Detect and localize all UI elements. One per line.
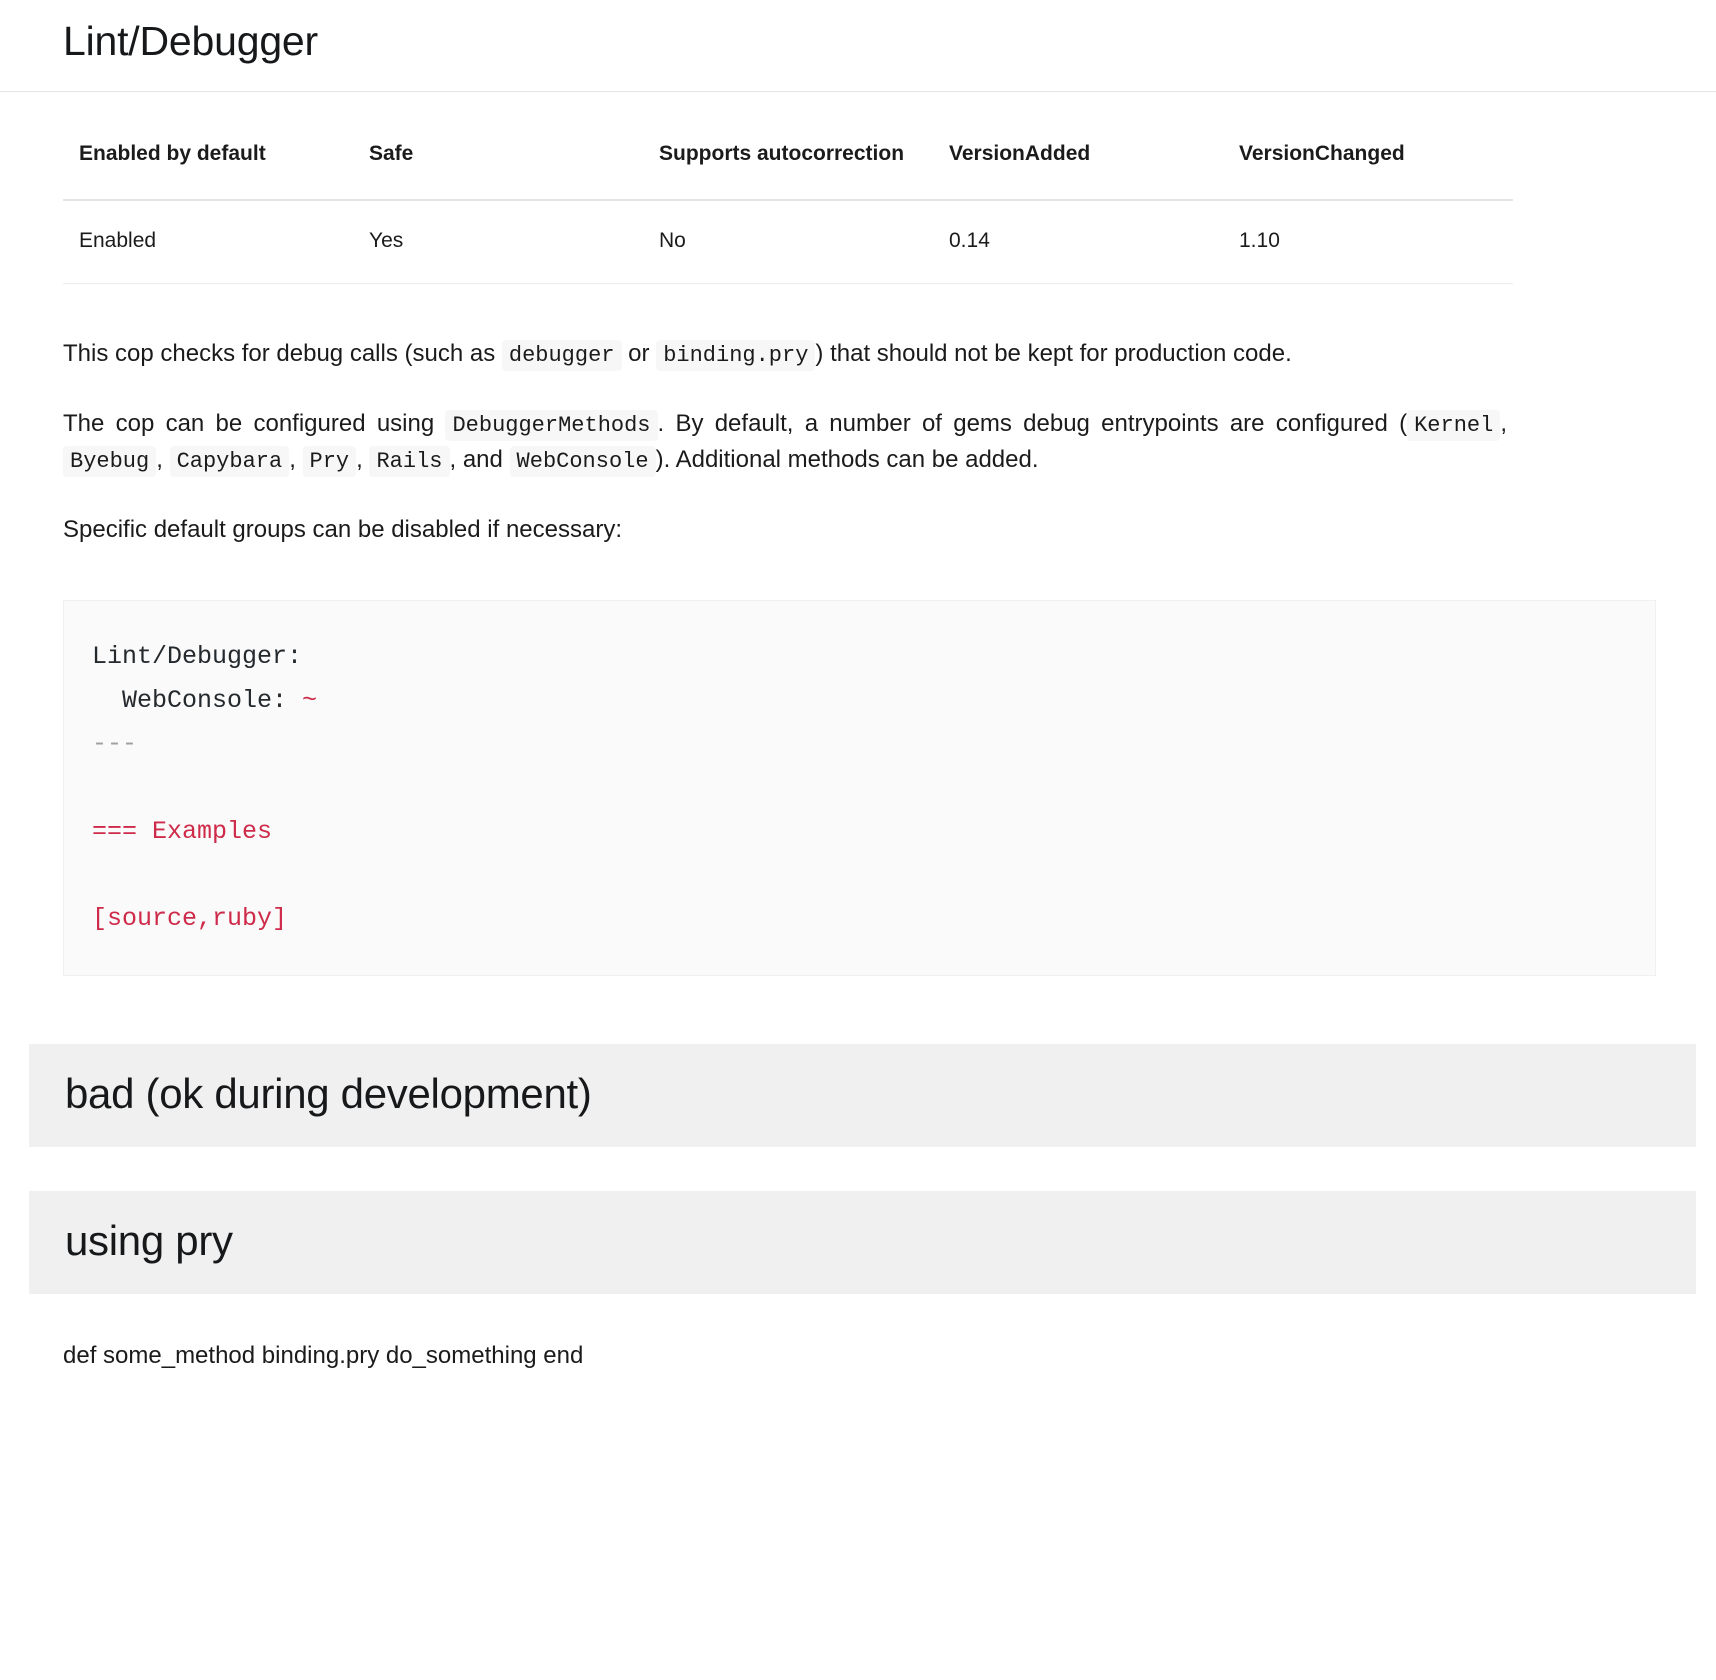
paragraph-2-text-a: The cop can be configured using [63,409,446,437]
banner-bad-title: bad (ok during development) [65,1070,592,1118]
banner-bad-example [29,1044,1696,1147]
inline-code-rails: Rails [369,446,449,477]
paragraph-2-sep-1: , [1500,409,1507,437]
example-code-line: def some_method binding.pry do_something end [63,1342,584,1370]
code-line-source-ruby: [source,ruby] [92,904,288,934]
spec-table-head [63,132,1513,200]
paragraph-2-sep-3: , [289,446,303,474]
inline-code-capybara: Capybara [170,446,290,477]
inline-code-debugger: debugger [502,340,622,371]
code-token-tilde: ~ [302,685,318,715]
paragraph-2-text-c: ). Additional methods can be added. [655,446,1039,474]
paragraph-2-sep-4: , [356,446,370,474]
code-content [92,635,1655,941]
paragraph-2-sep-5: , and [449,446,510,474]
header-version-changed: VersionChanged [1223,132,1513,200]
cell-safe: Yes [353,200,643,284]
cell-supports-autocorrection: No [643,200,933,284]
page-title: Lint/Debugger [0,0,1716,92]
inline-code-kernel: Kernel [1407,410,1500,441]
cell-version-changed: 1.10 [1223,200,1513,284]
inline-code-pry: Pry [303,446,357,477]
code-line-separator: --- [92,729,138,759]
banner-using-pry [29,1191,1696,1294]
header-supports-autocorrection: Supports autocorrection [643,132,933,200]
paragraph-debug-calls [63,336,1507,372]
paragraph-1-text-b: or [621,340,657,368]
paragraph-2-text-b: . By default, a number of gems debug entrypoints are configured ( [657,409,1408,437]
banner-pry-title: using pry [65,1217,233,1265]
paragraph-2-sep-2: , [156,446,170,474]
cell-version-added: 0.14 [933,200,1223,284]
code-line-examples-heading: === Examples [92,816,273,846]
spec-table-body [63,200,1513,284]
inline-code-byebug: Byebug [63,446,156,477]
cell-enabled-by-default: Enabled [63,200,353,284]
inline-code-webconsole: WebConsole [510,446,656,477]
paragraph-1-text-c: ) that should not be kept for production code. [815,340,1292,368]
header-version-added: VersionAdded [933,132,1223,200]
header-safe: Safe [353,132,643,200]
paragraph-1-text-a: This cop checks for debug calls (such as [63,340,502,368]
paragraph-disable-groups: Specific default groups can be disabled if necessary: [63,515,622,543]
cop-spec-table [63,132,1513,284]
inline-code-debugger-methods: DebuggerMethods [445,410,657,441]
body-content [0,336,1570,548]
paragraph-configuration [63,406,1507,479]
code-line-lint-debugger: Lint/Debugger: [92,641,303,671]
code-line-webconsole-key: WebConsole: [92,685,303,715]
inline-code-binding-pry: binding.pry [656,340,815,371]
table-header-row [63,132,1513,200]
table-row [63,200,1513,284]
spec-table-container [0,92,1716,284]
yaml-code-block [63,600,1656,976]
header-enabled-by-default: Enabled by default [63,132,353,200]
